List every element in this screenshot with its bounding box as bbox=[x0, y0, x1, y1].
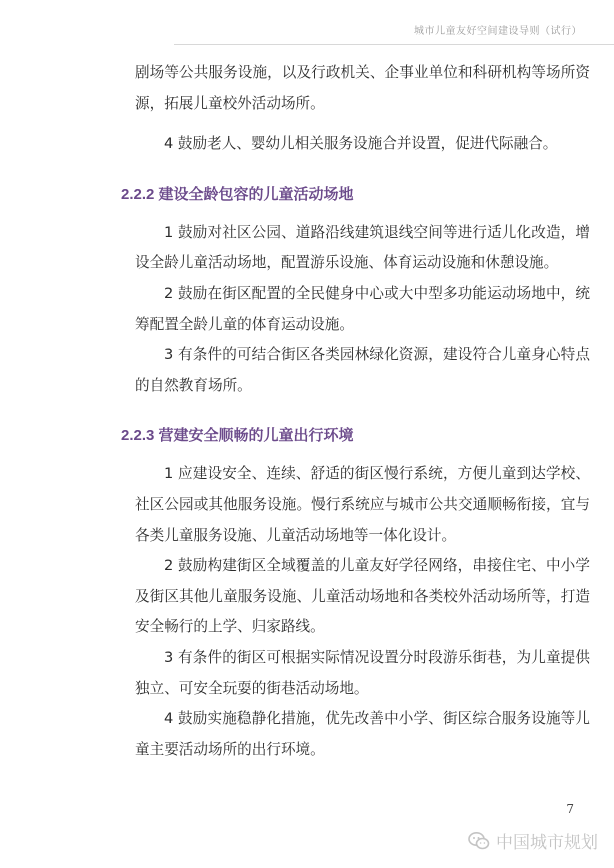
paragraph: 3 有条件的街区可根据实际情况设置分时段游乐街巷，为儿童提供独立、可安全玩耍的街巷活动场地。 bbox=[135, 648, 590, 697]
watermark bbox=[468, 828, 598, 853]
paragraph: 1 鼓励对社区公园、道路沿线建筑退线空间等进行适儿化改造，增设全龄儿童活动场地，配置游乐设施、体育运动设施和休憩设施。 bbox=[135, 223, 590, 272]
paragraph: 4 鼓励实施稳静化措施，优先改善中小学、街区综合服务设施等儿童主要活动场所的出行环境。 bbox=[135, 710, 590, 758]
header-divider bbox=[174, 44, 614, 45]
running-header: 城市儿童友好空间建设导则（试行） bbox=[414, 26, 582, 37]
paragraph: 2 鼓励构建街区全域覆盖的儿童友好学径网络，串接住宅、中小学及街区其他儿童服务设施、儿童活动场地和各类校外活动场所等，打造安全畅行的上学、归家路线。 bbox=[135, 557, 590, 636]
document-body bbox=[121, 58, 590, 765]
paragraph: 剧场等公共服务设施，以及行政机关、企事业单位和科研机构等场所资源，拓展儿童校外活动场所。 bbox=[135, 64, 590, 112]
page-number: 7 bbox=[566, 802, 574, 816]
section-heading: 2.2.3 营建安全顺畅的儿童出行环境 bbox=[121, 427, 354, 445]
paragraph: 4 鼓励老人、婴幼儿相关服务设施合并设置，促进代际融合。 bbox=[164, 135, 558, 153]
section-heading: 2.2.2 建设全龄包容的儿童活动场地 bbox=[121, 185, 354, 203]
paragraph: 2 鼓励在街区配置的全民健身中心或大中型多功能运动场地中，统筹配置全龄儿童的体育运动设施。 bbox=[135, 284, 590, 333]
watermark-text: 中国城市规划 bbox=[496, 833, 598, 853]
wechat-icon bbox=[468, 831, 490, 851]
paragraph: 1 应建设安全、连续、舒适的街区慢行系统，方便儿童到达学校、社区公园或其他服务设施。慢行系统应与城市公共交通顺畅衔接，宜与各类儿童服务设施、儿童活动场地等一体化设计。 bbox=[135, 465, 590, 544]
paragraph: 3 有条件的可结合街区各类园林绿化资源，建设符合儿童身心特点的自然教育场所。 bbox=[135, 346, 590, 394]
